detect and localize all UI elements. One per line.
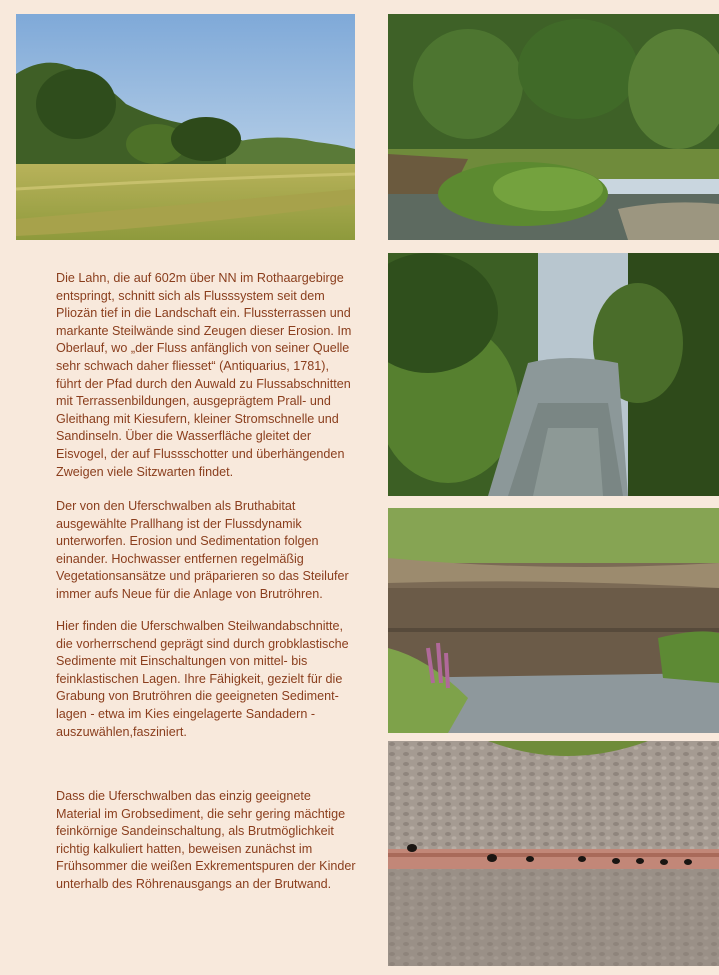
meadow-landscape-photo: [16, 14, 355, 240]
text-line: mit Terrassenbildungen, ausgeprägtem Prall- und: [56, 394, 331, 409]
text-line: die vorherrschend geprägt sind durch grobklastische: [56, 636, 349, 651]
text-line: unterhalb des Röhrenausgangs an der Brutwand.: [56, 876, 332, 891]
text-line: feinklastischen Lagen. Ihre Fähigkeit, gezielt für die: [56, 671, 343, 686]
text-line: Sedimente mit Einschaltungen von mittel- bis: [56, 654, 308, 669]
sediment-wall-burrows-photo: [388, 741, 719, 966]
text-line: Pliozän tief in die Landschaft ein. Flussterrassen und: [56, 306, 351, 321]
text-line: Frühsommer die weißen Exkrementspuren der Kinder: [56, 859, 356, 874]
calm-river-photo: [388, 253, 719, 496]
text-line: Hier finden die Uferschwalben Steilwandabschnitte,: [56, 619, 344, 633]
paragraph-brutmoeglichkeit: [56, 788, 374, 894]
text-line: markante Steilwände sind Zeugen dieser Erosion. Im: [56, 323, 352, 338]
text-line: einander. Hochwasser entfernen regelmäßig: [56, 551, 304, 566]
river-bush-island-photo: [388, 14, 719, 240]
text-line: entspringt, schnitt sich als Flusssystem seit dem: [56, 288, 325, 303]
text-line: lagen - etwa im Kies eingelagerte Sandadern -: [56, 706, 316, 721]
text-line: Der von den Uferschwalben als Bruthabitat: [56, 499, 296, 513]
text-line: ausgewählte Prallhang ist der Flussdynamik: [56, 516, 302, 531]
text-line: Zweigen viele Sitzwarten findet.: [56, 464, 234, 479]
paragraph-bruthabitat: [56, 498, 374, 604]
text-line: Grabung von Brutröhren die geeigneten Sediment-: [56, 689, 339, 704]
text-line: richtig kalkuliert hatten, beweisen zunächst im: [56, 841, 313, 856]
text-line: unterworfen. Erosion und Sedimentation folgen: [56, 534, 319, 549]
text-line: feinkörnige Sandeinschaltung, als Brutmöglichkeit: [56, 824, 334, 839]
paragraph-steilwand: [56, 618, 374, 741]
text-line: Die Lahn, die auf 602m über NN im Rothaargebirge: [56, 271, 344, 285]
text-line: immer aufs Neue für die Anlage von Brutröhren.: [56, 586, 323, 601]
text-line: Sandinseln. Über die Wasserfläche gleitet der: [56, 429, 312, 444]
text-line: Vegetationsansätze und präparieren so das Steilufer: [56, 569, 349, 584]
text-line: führt der Pfad durch den Auwald zu Flussabschnitten: [56, 376, 351, 391]
text-line: auszuwählen,fasziniert.: [56, 724, 187, 739]
text-line: sehr schwach daher fliesset“ (Antiquarius, 1781),: [56, 358, 329, 373]
text-line: Dass die Uferschwalben das einzig geeignete: [56, 789, 311, 803]
text-line: Eisvogel, der auf Flussschotter und überhängenden: [56, 446, 345, 461]
paragraph-lahn-intro: [56, 270, 374, 481]
text-line: Gleithang mit Kiesufern, kleiner Stromschnelle und: [56, 411, 339, 426]
text-line: Material im Grobsediment, die sehr gering mächtige: [56, 806, 346, 821]
text-line: Oberlauf, wo „der Fluss anfänglich von seiner Quelle: [56, 341, 350, 356]
steep-riverbank-photo: [388, 508, 719, 733]
